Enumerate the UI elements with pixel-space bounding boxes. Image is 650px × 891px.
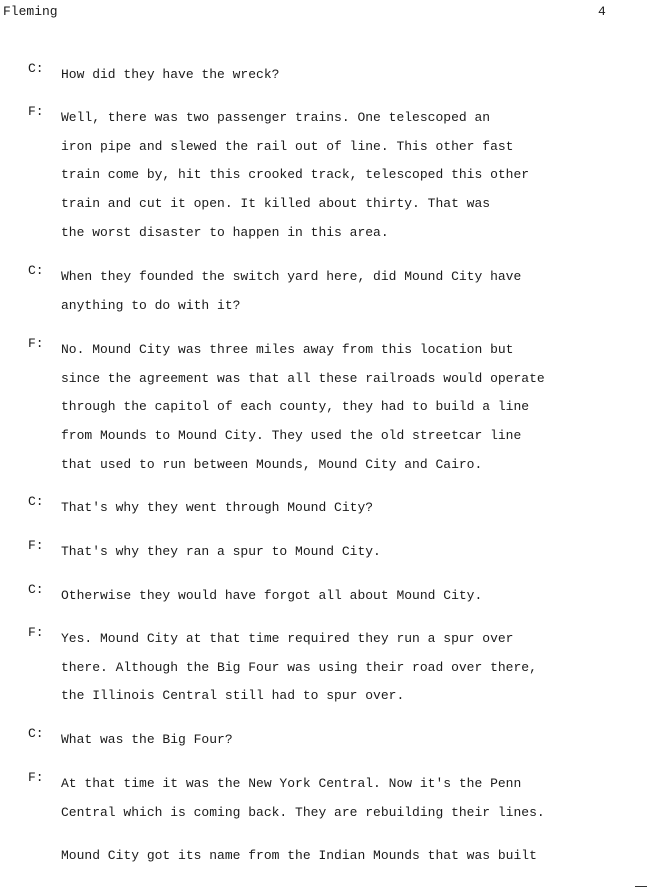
dialogue-line: When they founded the switch yard here, did Mound City have [61,269,522,284]
dialogue-line: That's why they went through Mound City? [61,500,374,515]
speaker-label: C: [28,494,44,509]
dialogue-line: anything to do with it? [61,297,241,313]
dialogue-line: Central which is coming back. They are rebuilding their lines. [61,804,545,820]
dialogue-line: train come by, hit this crooked track, telescoped this other [61,167,530,183]
dialogue-line: the Illinois Central still had to spur over. [61,688,405,704]
speaker-label: F: [28,538,44,553]
dialogue-line: Yes. Mound City at that time required they run a spur over [61,631,514,646]
dialogue-line: there. Although the Big Four was using their road over there, [61,659,537,675]
dialogue-line: the worst disaster to happen in this area. [61,224,389,240]
speaker-label: F: [28,770,44,785]
dialogue-line: How did they have the wreck? [61,67,280,82]
dialogue-line: since the agreement was that all these railroads would operate [61,370,545,386]
dialogue-line: iron pipe and slewed the rail out of line. This other fast [61,138,514,154]
dialogue-line: At that time it was the New York Central. Now it's the Penn [61,776,522,791]
dialogue-line: through the capitol of each county, they had to build a line [61,399,530,415]
dialogue-line: Well, there was two passenger trains. One telescoped an [61,110,491,125]
speaker-label: C: [28,582,44,597]
dialogue-line: What was the Big Four? [61,732,233,747]
dialogue-line: from Mounds to Mound City. They used the old streetcar line [61,428,522,444]
speaker-label: F: [28,336,44,351]
speaker-label: C: [28,263,44,278]
speaker-label: F: [28,104,44,119]
speaker-label: C: [28,726,44,741]
header-name: Fleming [3,4,58,19]
speaker-label: C: [28,61,44,76]
dialogue-line: Mound City got its name from the Indian Mounds that was built [61,848,537,863]
page-number: 4 [598,4,606,19]
speaker-label: F: [28,625,44,640]
dialogue-line: Otherwise they would have forgot all about Mound City. [61,588,483,603]
edge-mark [635,886,647,887]
dialogue-line: that used to run between Mounds, Mound City and Cairo. [61,456,483,472]
dialogue-line: No. Mound City was three miles away from this location but [61,342,514,357]
dialogue-line: That's why they ran a spur to Mound City. [61,544,381,559]
dialogue-line: train and cut it open. It killed about thirty. That was [61,196,491,212]
